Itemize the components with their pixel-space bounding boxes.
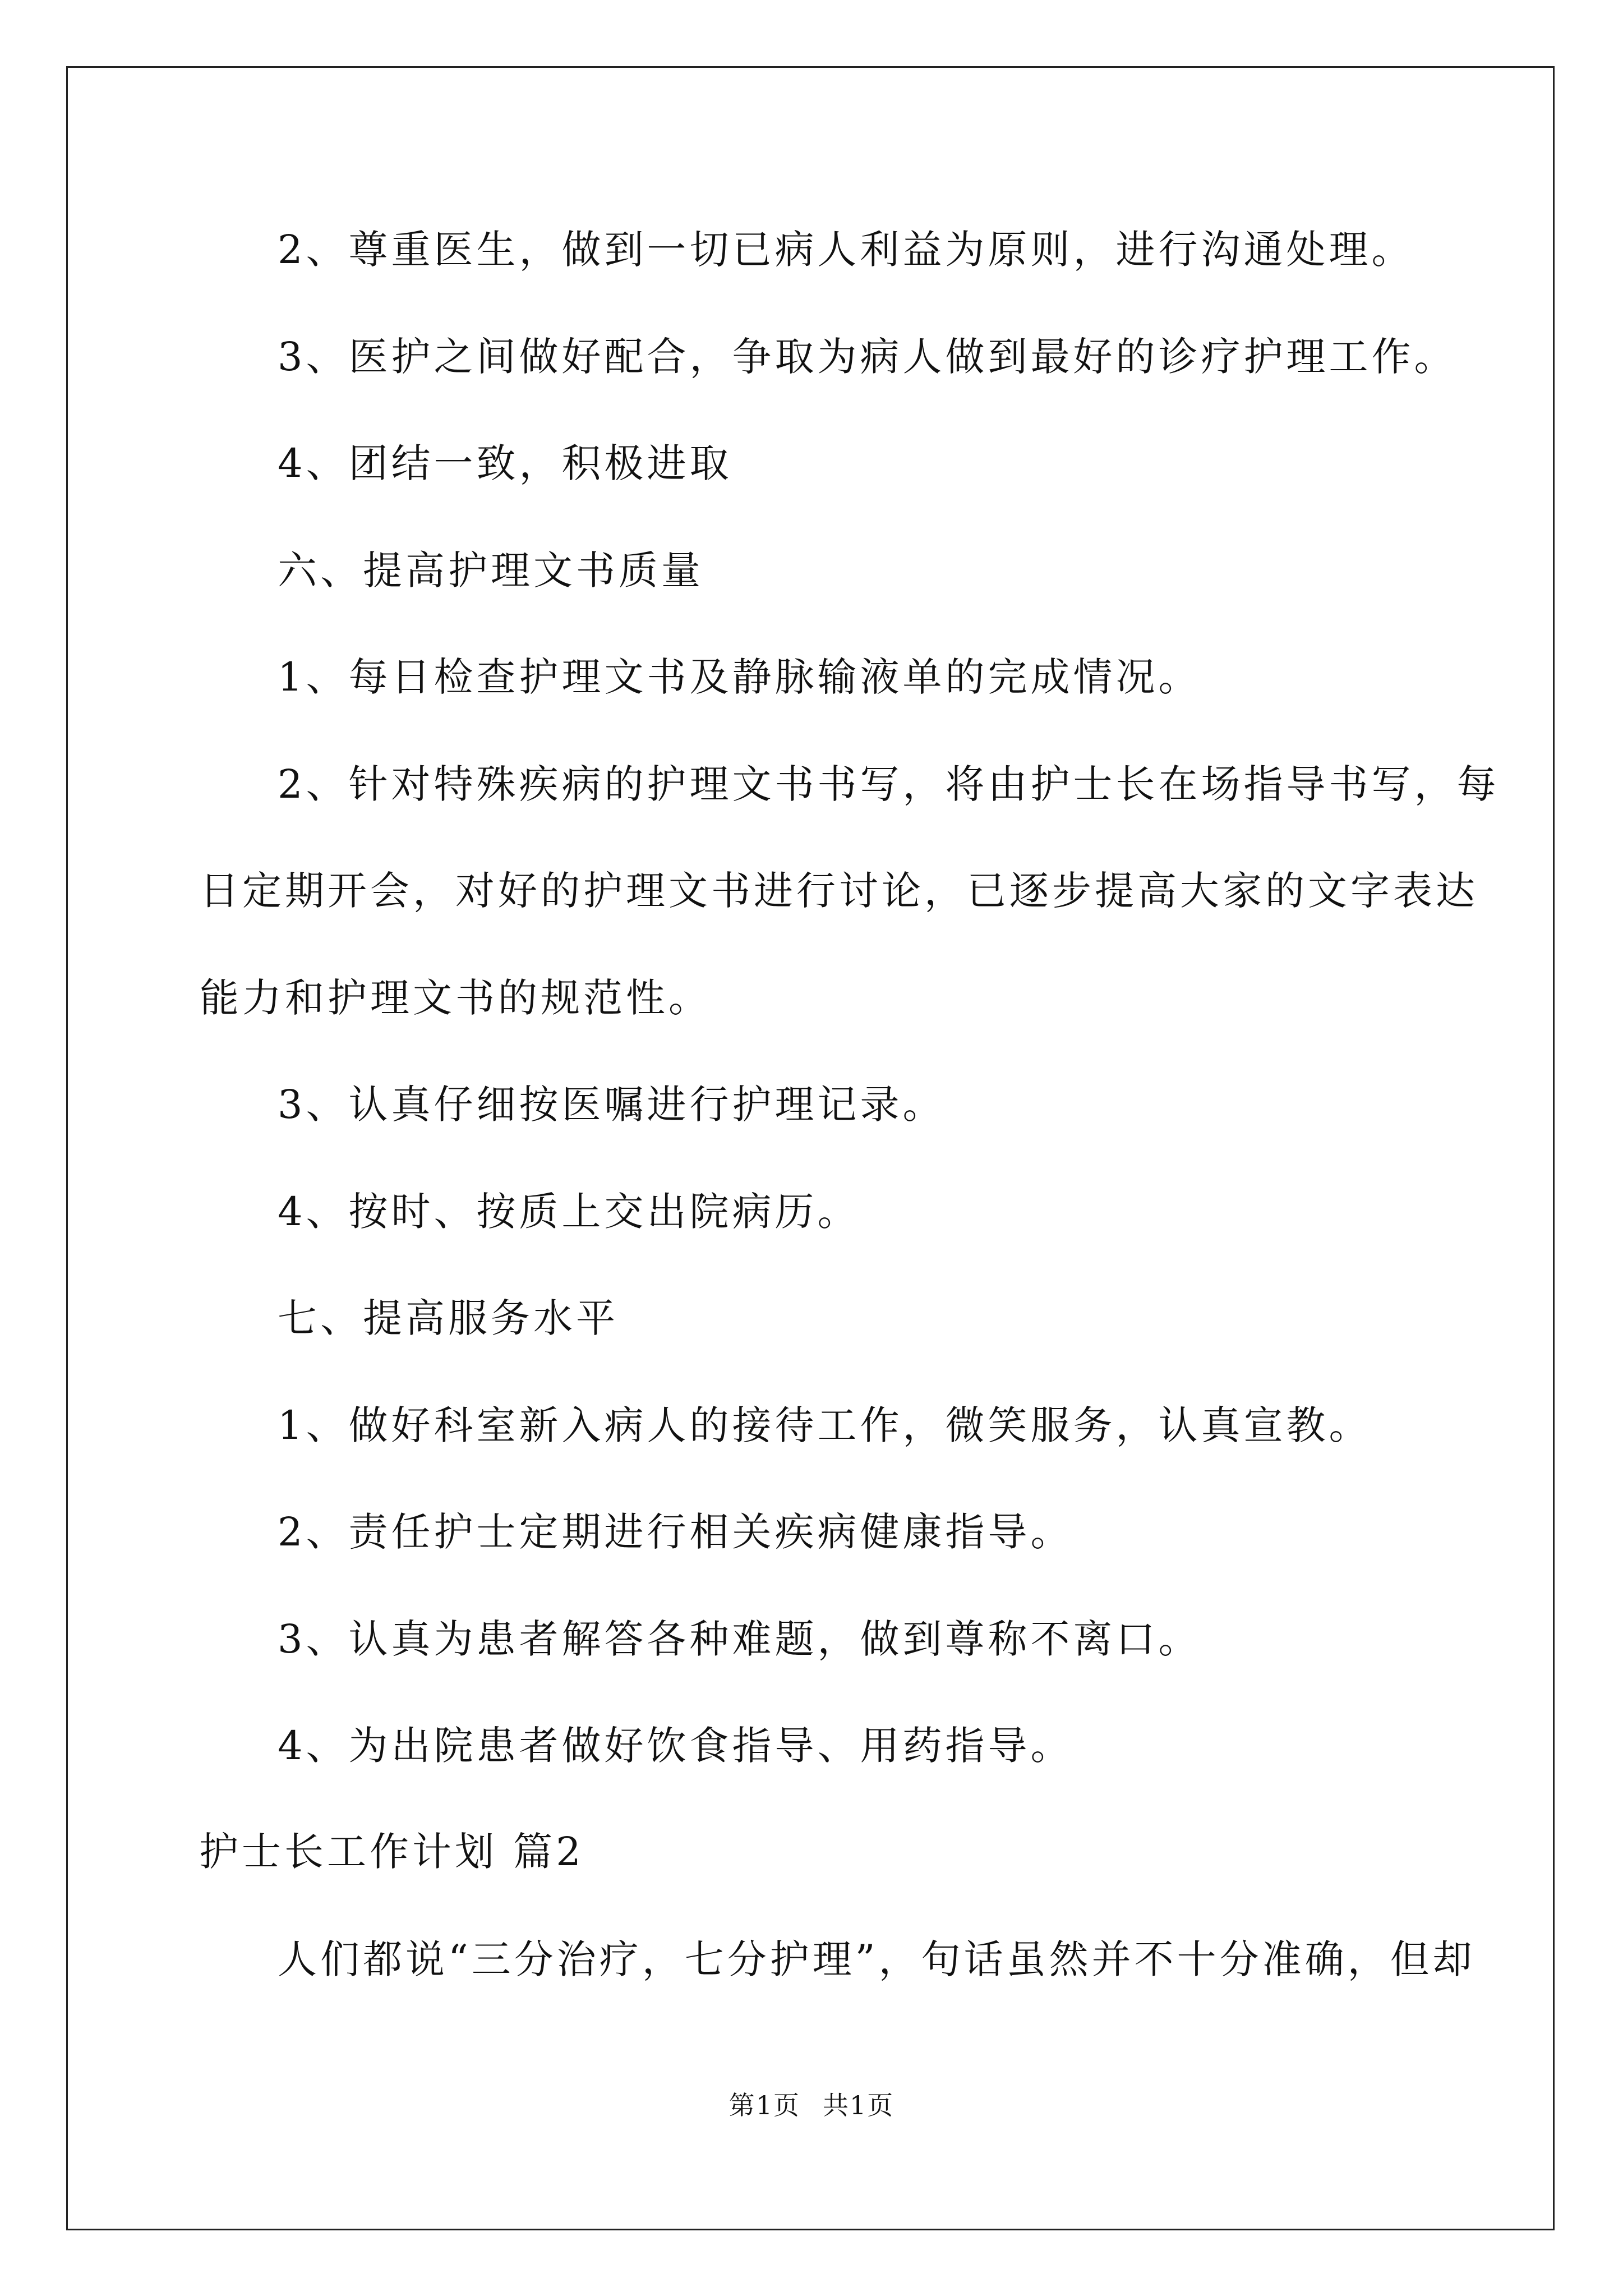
- document-subtitle: 护士长工作计划 篇2: [199, 1829, 584, 1875]
- paragraph-line: 4、按时、按质上交出院病历。: [278, 1189, 860, 1235]
- page-border: [66, 66, 1555, 2230]
- paragraph-line: 3、认真仔细按医嘱进行护理记录。: [278, 1082, 946, 1128]
- page-number-current: 第1页: [728, 2090, 800, 2120]
- page-number-total: 共1页: [823, 2090, 895, 2120]
- paragraph-line: 日定期开会，对好的护理文书进行讨论，已逐步提高大家的文字表达: [200, 868, 1478, 914]
- paragraph-line: 3、医护之间做好配合，争取为病人做到最好的诊疗护理工作。: [278, 334, 1457, 380]
- paragraph-line: 4、团结一致，积极进取: [278, 440, 732, 486]
- paragraph-line: 能力和护理文书的规范性。: [200, 975, 711, 1021]
- page-footer: [0, 2092, 1623, 2118]
- paragraph-line: 1、每日检查护理文书及静脉输液单的完成情况。: [278, 654, 1201, 700]
- paragraph-line: 4、为出院患者做好饮食指导、用药指导。: [278, 1723, 1073, 1769]
- paragraph-line: 2、责任护士定期进行相关疾病健康指导。: [278, 1509, 1073, 1555]
- paragraph-line: 2、尊重医生，做到一切已病人利益为原则，进行沟通处理。: [278, 227, 1414, 273]
- paragraph-line: 2、针对特殊疾病的护理文书书写，将由护士长在场指导书写，每: [278, 761, 1500, 807]
- section-heading: 七、提高服务水平: [278, 1295, 619, 1341]
- section-heading: 六、提高护理文书质量: [278, 547, 704, 593]
- paragraph-line: 人们都说“三分治疗，七分护理”，句话虽然并不十分准确，但却: [278, 1936, 1476, 1982]
- paragraph-line: 1、做好科室新入病人的接待工作，微笑服务，认真宣教。: [278, 1402, 1372, 1448]
- paragraph-line: 3、认真为患者解答各种难题，做到尊称不离口。: [278, 1616, 1201, 1662]
